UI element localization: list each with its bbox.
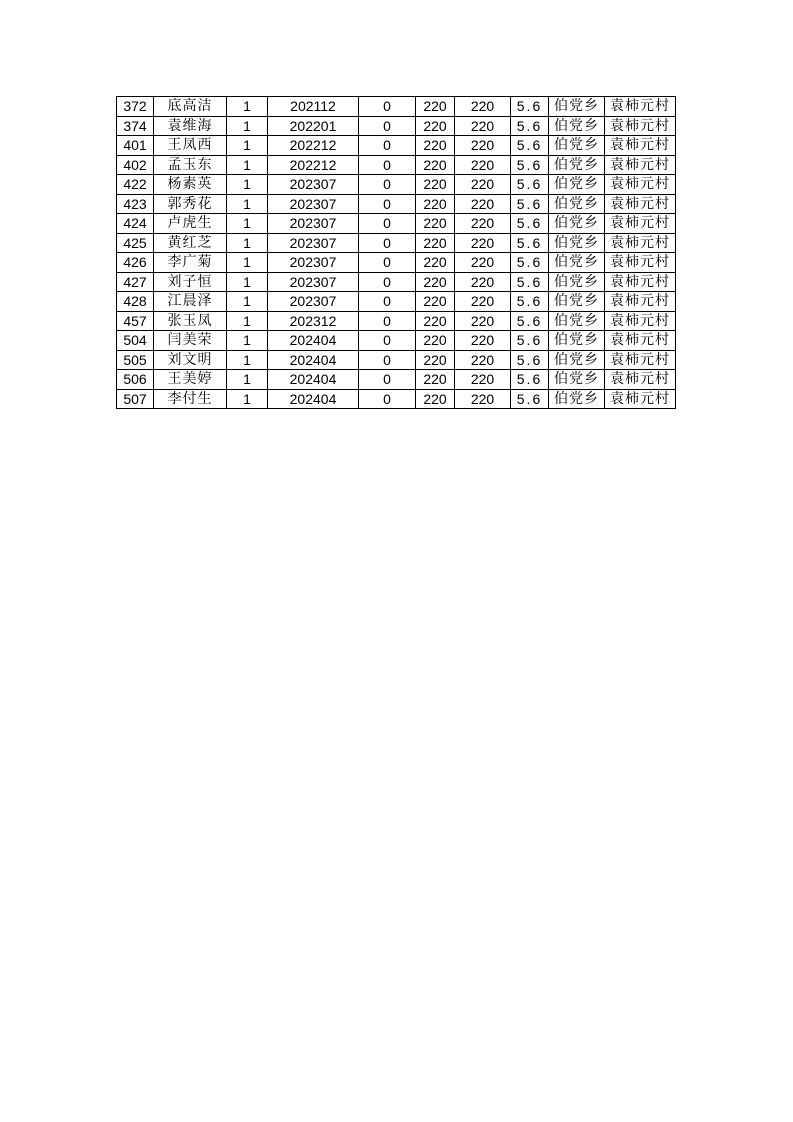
cell-amount-b: 220 bbox=[455, 194, 511, 214]
cell-village: 袁柿元村 bbox=[605, 194, 676, 214]
cell-date: 202404 bbox=[268, 350, 359, 370]
cell-amount-b: 220 bbox=[455, 233, 511, 253]
cell-name: 袁维海 bbox=[154, 116, 227, 136]
cell-town: 伯党乡 bbox=[549, 389, 605, 409]
cell-rate: 5.6 bbox=[511, 311, 549, 331]
cell-id: 402 bbox=[117, 155, 154, 175]
cell-amount-a: 220 bbox=[416, 350, 455, 370]
cell-name: 郭秀花 bbox=[154, 194, 227, 214]
cell-amount-a: 220 bbox=[416, 97, 455, 117]
cell-id: 423 bbox=[117, 194, 154, 214]
cell-zero: 0 bbox=[359, 116, 416, 136]
cell-date: 202307 bbox=[268, 253, 359, 273]
cell-name: 刘文明 bbox=[154, 350, 227, 370]
cell-zero: 0 bbox=[359, 311, 416, 331]
cell-id: 457 bbox=[117, 311, 154, 331]
cell-name: 李广菊 bbox=[154, 253, 227, 273]
cell-count: 1 bbox=[227, 370, 268, 390]
cell-amount-a: 220 bbox=[416, 253, 455, 273]
cell-date: 202312 bbox=[268, 311, 359, 331]
cell-village: 袁柿元村 bbox=[605, 233, 676, 253]
cell-zero: 0 bbox=[359, 155, 416, 175]
cell-village: 袁柿元村 bbox=[605, 253, 676, 273]
cell-amount-b: 220 bbox=[455, 331, 511, 351]
table-row bbox=[117, 136, 676, 156]
table-body bbox=[117, 97, 676, 409]
cell-zero: 0 bbox=[359, 350, 416, 370]
cell-town: 伯党乡 bbox=[549, 253, 605, 273]
cell-amount-b: 220 bbox=[455, 175, 511, 195]
cell-town: 伯党乡 bbox=[549, 155, 605, 175]
cell-village: 袁柿元村 bbox=[605, 155, 676, 175]
cell-date: 202201 bbox=[268, 116, 359, 136]
cell-date: 202112 bbox=[268, 97, 359, 117]
table-row bbox=[117, 194, 676, 214]
table-row bbox=[117, 389, 676, 409]
cell-town: 伯党乡 bbox=[549, 214, 605, 234]
cell-name: 底高洁 bbox=[154, 97, 227, 117]
cell-count: 1 bbox=[227, 253, 268, 273]
cell-count: 1 bbox=[227, 116, 268, 136]
table-row bbox=[117, 350, 676, 370]
cell-village: 袁柿元村 bbox=[605, 97, 676, 117]
table-row bbox=[117, 214, 676, 234]
cell-count: 1 bbox=[227, 97, 268, 117]
cell-town: 伯党乡 bbox=[549, 97, 605, 117]
cell-amount-b: 220 bbox=[455, 272, 511, 292]
table-row bbox=[117, 175, 676, 195]
cell-rate: 5.6 bbox=[511, 214, 549, 234]
cell-id: 425 bbox=[117, 233, 154, 253]
cell-count: 1 bbox=[227, 350, 268, 370]
cell-count: 1 bbox=[227, 331, 268, 351]
cell-amount-a: 220 bbox=[416, 175, 455, 195]
cell-name: 张玉凤 bbox=[154, 311, 227, 331]
cell-id: 506 bbox=[117, 370, 154, 390]
table-row bbox=[117, 97, 676, 117]
cell-amount-b: 220 bbox=[455, 370, 511, 390]
cell-town: 伯党乡 bbox=[549, 233, 605, 253]
table-row bbox=[117, 292, 676, 312]
cell-town: 伯党乡 bbox=[549, 136, 605, 156]
cell-id: 401 bbox=[117, 136, 154, 156]
cell-date: 202307 bbox=[268, 194, 359, 214]
cell-zero: 0 bbox=[359, 233, 416, 253]
cell-village: 袁柿元村 bbox=[605, 116, 676, 136]
cell-amount-a: 220 bbox=[416, 311, 455, 331]
cell-amount-b: 220 bbox=[455, 155, 511, 175]
cell-amount-a: 220 bbox=[416, 292, 455, 312]
cell-count: 1 bbox=[227, 292, 268, 312]
cell-zero: 0 bbox=[359, 97, 416, 117]
cell-zero: 0 bbox=[359, 175, 416, 195]
cell-date: 202307 bbox=[268, 292, 359, 312]
cell-date: 202212 bbox=[268, 155, 359, 175]
cell-name: 王凤西 bbox=[154, 136, 227, 156]
cell-village: 袁柿元村 bbox=[605, 136, 676, 156]
cell-town: 伯党乡 bbox=[549, 370, 605, 390]
cell-amount-b: 220 bbox=[455, 136, 511, 156]
cell-name: 刘子恒 bbox=[154, 272, 227, 292]
cell-zero: 0 bbox=[359, 194, 416, 214]
cell-name: 卢虎生 bbox=[154, 214, 227, 234]
cell-date: 202307 bbox=[268, 214, 359, 234]
cell-amount-b: 220 bbox=[455, 214, 511, 234]
cell-village: 袁柿元村 bbox=[605, 272, 676, 292]
cell-count: 1 bbox=[227, 194, 268, 214]
cell-village: 袁柿元村 bbox=[605, 331, 676, 351]
cell-amount-a: 220 bbox=[416, 389, 455, 409]
cell-id: 427 bbox=[117, 272, 154, 292]
cell-count: 1 bbox=[227, 136, 268, 156]
cell-name: 孟玉东 bbox=[154, 155, 227, 175]
cell-id: 424 bbox=[117, 214, 154, 234]
cell-town: 伯党乡 bbox=[549, 311, 605, 331]
cell-zero: 0 bbox=[359, 272, 416, 292]
table-row bbox=[117, 311, 676, 331]
cell-rate: 5.6 bbox=[511, 194, 549, 214]
cell-count: 1 bbox=[227, 155, 268, 175]
cell-zero: 0 bbox=[359, 253, 416, 273]
cell-rate: 5.6 bbox=[511, 155, 549, 175]
cell-id: 505 bbox=[117, 350, 154, 370]
cell-rate: 5.6 bbox=[511, 292, 549, 312]
cell-town: 伯党乡 bbox=[549, 292, 605, 312]
cell-amount-a: 220 bbox=[416, 214, 455, 234]
cell-rate: 5.6 bbox=[511, 233, 549, 253]
cell-count: 1 bbox=[227, 175, 268, 195]
table-row bbox=[117, 155, 676, 175]
table-row bbox=[117, 370, 676, 390]
cell-rate: 5.6 bbox=[511, 272, 549, 292]
cell-amount-a: 220 bbox=[416, 370, 455, 390]
cell-name: 王美婷 bbox=[154, 370, 227, 390]
cell-date: 202404 bbox=[268, 389, 359, 409]
cell-id: 428 bbox=[117, 292, 154, 312]
cell-name: 李付生 bbox=[154, 389, 227, 409]
cell-zero: 0 bbox=[359, 370, 416, 390]
table-row bbox=[117, 331, 676, 351]
table-row bbox=[117, 116, 676, 136]
cell-name: 闫美荣 bbox=[154, 331, 227, 351]
cell-village: 袁柿元村 bbox=[605, 214, 676, 234]
cell-village: 袁柿元村 bbox=[605, 389, 676, 409]
cell-amount-b: 220 bbox=[455, 253, 511, 273]
cell-amount-a: 220 bbox=[416, 272, 455, 292]
cell-amount-b: 220 bbox=[455, 350, 511, 370]
cell-amount-b: 220 bbox=[455, 116, 511, 136]
cell-rate: 5.6 bbox=[511, 175, 549, 195]
cell-zero: 0 bbox=[359, 136, 416, 156]
cell-amount-a: 220 bbox=[416, 136, 455, 156]
document-table-wrapper bbox=[116, 96, 676, 409]
cell-count: 1 bbox=[227, 389, 268, 409]
table-row bbox=[117, 253, 676, 273]
cell-amount-a: 220 bbox=[416, 155, 455, 175]
cell-id: 374 bbox=[117, 116, 154, 136]
cell-count: 1 bbox=[227, 233, 268, 253]
cell-zero: 0 bbox=[359, 292, 416, 312]
cell-village: 袁柿元村 bbox=[605, 370, 676, 390]
cell-zero: 0 bbox=[359, 331, 416, 351]
cell-rate: 5.6 bbox=[511, 116, 549, 136]
cell-id: 504 bbox=[117, 331, 154, 351]
cell-date: 202212 bbox=[268, 136, 359, 156]
cell-rate: 5.6 bbox=[511, 253, 549, 273]
cell-amount-a: 220 bbox=[416, 194, 455, 214]
cell-village: 袁柿元村 bbox=[605, 311, 676, 331]
cell-amount-a: 220 bbox=[416, 233, 455, 253]
cell-rate: 5.6 bbox=[511, 370, 549, 390]
cell-count: 1 bbox=[227, 272, 268, 292]
cell-zero: 0 bbox=[359, 389, 416, 409]
cell-count: 1 bbox=[227, 214, 268, 234]
cell-name: 江晨泽 bbox=[154, 292, 227, 312]
cell-date: 202307 bbox=[268, 233, 359, 253]
cell-date: 202404 bbox=[268, 331, 359, 351]
cell-date: 202307 bbox=[268, 272, 359, 292]
cell-amount-a: 220 bbox=[416, 331, 455, 351]
cell-town: 伯党乡 bbox=[549, 350, 605, 370]
cell-name: 黄红芝 bbox=[154, 233, 227, 253]
cell-date: 202307 bbox=[268, 175, 359, 195]
cell-rate: 5.6 bbox=[511, 331, 549, 351]
table-row bbox=[117, 272, 676, 292]
cell-town: 伯党乡 bbox=[549, 116, 605, 136]
cell-amount-b: 220 bbox=[455, 311, 511, 331]
cell-amount-b: 220 bbox=[455, 292, 511, 312]
cell-town: 伯党乡 bbox=[549, 175, 605, 195]
cell-rate: 5.6 bbox=[511, 136, 549, 156]
cell-id: 422 bbox=[117, 175, 154, 195]
data-table bbox=[116, 96, 676, 409]
cell-id: 507 bbox=[117, 389, 154, 409]
cell-village: 袁柿元村 bbox=[605, 292, 676, 312]
cell-village: 袁柿元村 bbox=[605, 175, 676, 195]
cell-name: 杨素英 bbox=[154, 175, 227, 195]
cell-date: 202404 bbox=[268, 370, 359, 390]
cell-amount-b: 220 bbox=[455, 97, 511, 117]
cell-rate: 5.6 bbox=[511, 389, 549, 409]
cell-town: 伯党乡 bbox=[549, 331, 605, 351]
cell-id: 372 bbox=[117, 97, 154, 117]
cell-id: 426 bbox=[117, 253, 154, 273]
cell-village: 袁柿元村 bbox=[605, 350, 676, 370]
cell-count: 1 bbox=[227, 311, 268, 331]
cell-town: 伯党乡 bbox=[549, 272, 605, 292]
cell-rate: 5.6 bbox=[511, 350, 549, 370]
cell-rate: 5.6 bbox=[511, 97, 549, 117]
cell-town: 伯党乡 bbox=[549, 194, 605, 214]
cell-amount-b: 220 bbox=[455, 389, 511, 409]
cell-zero: 0 bbox=[359, 214, 416, 234]
cell-amount-a: 220 bbox=[416, 116, 455, 136]
table-row bbox=[117, 233, 676, 253]
